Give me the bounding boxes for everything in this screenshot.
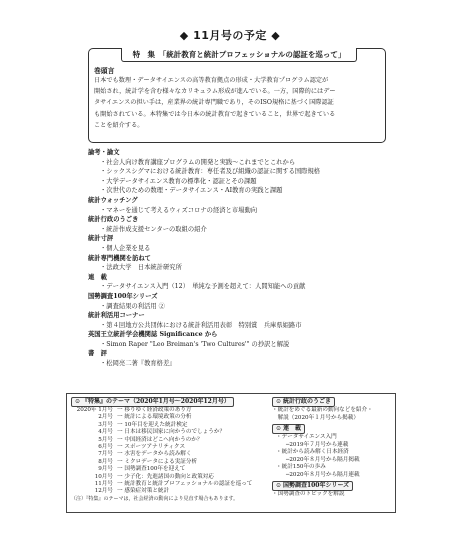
toc-section: 国勢調査100年シリーズ bbox=[88, 292, 158, 300]
theme-title: 一 統計教育と統計プロフェッショナルの認証を巡って bbox=[117, 481, 253, 488]
serial-heading: ⊙ 連 載 bbox=[272, 424, 305, 434]
toc-section: 統計利活用コーナー bbox=[88, 312, 145, 320]
bottom-info-box bbox=[66, 393, 396, 513]
serial-row: ・データサイエンス入門 bbox=[276, 434, 337, 440]
toc-item: ・法政大学 日本統計研究所 bbox=[100, 264, 182, 272]
theme-title: 一 日本は移民国家に向かうのでしょうか？ bbox=[117, 429, 226, 436]
toc-section: 連 載 bbox=[88, 273, 107, 281]
admin-row: 解説（2020年１月号から掲載） bbox=[272, 414, 359, 421]
toc-item: ・次世代のための数理・データサイエンス・AI教育の実践と課題 bbox=[100, 187, 283, 195]
theme-title: 一 統計による環境政策の分析 bbox=[117, 414, 192, 421]
theme-row bbox=[71, 474, 266, 481]
themes-column bbox=[71, 397, 266, 503]
theme-month: 3月号 bbox=[98, 421, 113, 428]
toc-section: 統計ウォッチング bbox=[88, 196, 138, 204]
table-of-contents bbox=[88, 148, 388, 369]
theme-title: 一 スポーツアナリティクス bbox=[117, 444, 186, 451]
toc-section: 英国王立統計学会機関誌 Significance から bbox=[88, 331, 218, 339]
census-row: ・国勢調査のトピックを解説 bbox=[272, 491, 345, 497]
theme-title: 一 国勢調査100年を迎えて bbox=[117, 466, 186, 473]
theme-month: 12月号 bbox=[94, 488, 113, 495]
toc-item: ・Simon Raper "Leo Breiman's 'Two Cultures'" の抄訳と解説 bbox=[100, 340, 290, 348]
theme-title: 一 少子化：先進諸国の動向と政策対応 bbox=[117, 473, 214, 480]
feature-line: も開始されている。本特集では今日本の統計教育で起きていること，世界で起きている bbox=[94, 110, 336, 118]
census-heading: ⊙ 国勢調査100年シリーズ bbox=[272, 481, 353, 491]
toc-item: ・統計作成支援センターの取組の紹介 bbox=[100, 225, 207, 233]
feature-box bbox=[88, 48, 386, 143]
feature-line: 日本でも数理・データサイエンスの高等教育拠点の形成・大学教育プログラム認定が bbox=[94, 77, 329, 84]
themes-list bbox=[71, 407, 266, 496]
serial-row: ─2020年８月号から隔月掲載 bbox=[286, 456, 360, 463]
toc-item: ・第４回地方公共団体における統計利活用表彰 特別賞 兵庫県姫路市 bbox=[100, 321, 302, 329]
theme-row bbox=[71, 414, 266, 421]
theme-title: 一 感染症対策と統計 bbox=[117, 488, 170, 495]
theme-month: 6月号 bbox=[98, 444, 113, 451]
feature-line: 開始され，統計学を含む様々なカリキュラム形成が進んでいる。一方，国際的にはデー bbox=[94, 88, 336, 96]
theme-month: 10月号 bbox=[94, 473, 113, 480]
feature-body bbox=[94, 75, 380, 131]
theme-title: 一 中国経済はどこへ向かうのか？ bbox=[117, 436, 203, 443]
theme-month: 11月号 bbox=[94, 481, 113, 488]
toc-item: ・大学データサイエンス教育の標準化・認証とその課題 bbox=[100, 177, 257, 185]
serial-list bbox=[272, 434, 392, 479]
serial-row: ・統計から読み解く日本経済 bbox=[276, 449, 349, 455]
toc-section: 論考・論文 bbox=[88, 149, 120, 156]
theme-month: 2月号 bbox=[98, 414, 113, 421]
theme-month: 8月号 bbox=[98, 458, 113, 465]
serial-row: ・統計150年の歩み bbox=[276, 464, 326, 470]
feature-heading: 特 集 「統計教育と統計プロフェッショナルの認証を巡って」 bbox=[121, 48, 357, 62]
toc-section: 統計寸評 bbox=[88, 235, 114, 243]
admin-heading: ⊙ 統計行政のうごき bbox=[272, 397, 335, 407]
theme-title: 一 ミクロデータによる実証分析 bbox=[117, 458, 198, 465]
toc-item: ・シックスシグマにおける統計教育：専任者及び組織の認証に関する国際規格 bbox=[100, 168, 321, 176]
toc-item: ・調査結果の利活用 ② bbox=[100, 302, 165, 310]
theme-title: 一 移りゆく経済政策のあり方 bbox=[117, 407, 192, 413]
toc-item: ・社会人向け教育講座プログラムの開発と実践～これまでとこれから bbox=[100, 158, 296, 166]
right-column bbox=[272, 397, 392, 499]
theme-row bbox=[71, 451, 266, 458]
theme-month: 2020年 1月号 bbox=[76, 407, 113, 413]
serial-row: ─2019年７月号から連載 bbox=[286, 441, 349, 448]
theme-month: 9月号 bbox=[98, 466, 113, 473]
toc-item: ・個人企業を見る bbox=[100, 244, 151, 252]
toc-item: ・データサイエンス入門（12） 単純な予測を超えて：人間知能への貢献 bbox=[100, 283, 306, 291]
feature-line: タサイエンスの担い手は，産業界の統計専門職であり，そのISO規格に基づく国際認証 bbox=[94, 99, 334, 107]
theme-month: 4月号 bbox=[98, 429, 113, 436]
feature-line: ことを紹介する。 bbox=[94, 121, 144, 129]
theme-row bbox=[71, 429, 266, 436]
theme-month: 5月号 bbox=[98, 436, 113, 443]
page-title: ◆ 11月号の予定 ◆ bbox=[179, 29, 281, 42]
theme-row bbox=[71, 437, 266, 444]
theme-row bbox=[71, 466, 266, 473]
theme-row bbox=[71, 488, 266, 495]
themes-heading: ⊙ 『特集』のテーマ（2020年1月号～2020年12月号） bbox=[71, 397, 234, 407]
toc-section: 書 評 bbox=[88, 350, 107, 358]
theme-title: 一 10年目を迎えた統計検定 bbox=[117, 421, 188, 428]
feature-label: 巻頭言 bbox=[94, 67, 115, 75]
serial-row: ─2020年８月号から隔月連載 bbox=[286, 471, 360, 478]
theme-month: 7月号 bbox=[98, 451, 113, 458]
admin-row: ・統計をめぐる最新の動向などを紹介・ bbox=[272, 407, 373, 413]
toc-section: 統計行政のうごき bbox=[88, 216, 139, 224]
toc-item: ・松岡亮二著『教育格差』 bbox=[100, 360, 176, 368]
toc-section: 統計専門機関を訪ねて bbox=[88, 254, 151, 262]
toc-item: ・マネーを通じて考えるウィズコロナの経済と市場動向 bbox=[100, 206, 258, 214]
themes-note: （注）『特集』のテーマは，社会経済の動向により見直す場合もあります。 bbox=[71, 495, 239, 502]
theme-title: 一 水害をデータから読み解く bbox=[117, 451, 192, 458]
